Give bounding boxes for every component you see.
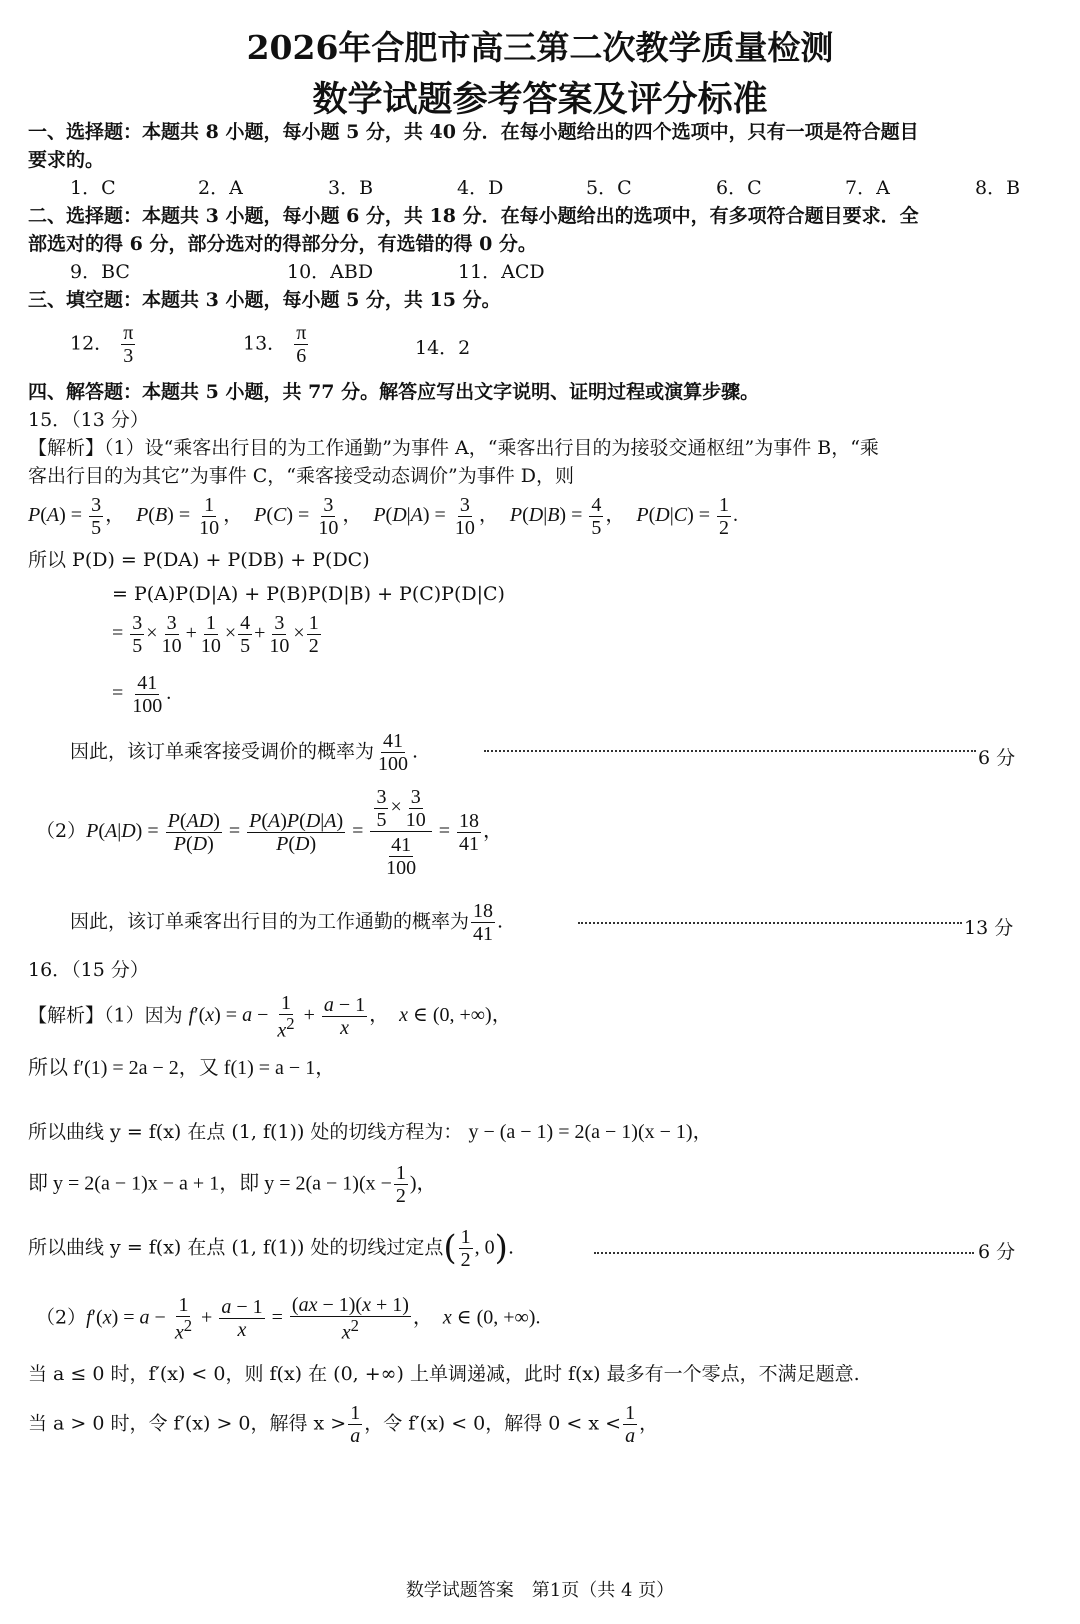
- answer-14: 14．2: [415, 337, 471, 359]
- answer-13-label: 13．: [243, 332, 287, 355]
- question-15-heading: 15．（13 分）: [28, 409, 149, 431]
- q16-score-leader-1: [594, 1242, 974, 1254]
- q16-part-2-derivative: （2）f′(x) = a − $\frac{1}{x^2}$ + $\frac{a - 1}{x}$ = $\frac{(ax - 1)(x + 1)}{x^2}$ ， x ∈ (0, +∞).: [36, 1294, 541, 1344]
- q15-solution-line-1: 【解析】（1）设“乘客出行目的为工作通勤”为事件 A，“乘客出行目的为接驳交通枢纽”为事件 B，“乘: [28, 437, 879, 459]
- q16-case-a-nonpositive: 当 a ≤ 0 时，f′(x) < 0，则 f(x) 在 (0, +∞) 上单调递减，此时 f(x) 最多有一个零点，不满足题意.: [28, 1363, 860, 1385]
- q15-score-2: 13 分: [964, 917, 1014, 939]
- q16-tangent-simplified: 即 y = 2(a − 1)x − a + 1，即 y = 2(a − 1)(x − $\frac{1}{2}$ )，: [28, 1162, 437, 1207]
- answer-5: 5．C: [586, 177, 632, 199]
- section-3-heading: 三、填空题：本题共 3 小题，每小题 5 分，共 15 分。: [28, 289, 501, 311]
- section-1-heading-cont: 要求的。: [28, 149, 105, 171]
- q15-solution-line-2: 客出行目的为其它”为事件 C，“乘客接受动态调价”为事件 D，则: [28, 465, 574, 487]
- section-2-heading-cont: 部选对的得 6 分，部分选对的得部分分，有选错的得 0 分。: [28, 233, 537, 255]
- answer-13-fraction: $\frac{\pi}{6}$: [296, 322, 307, 367]
- section-4-heading: 四、解答题：本题共 5 小题，共 77 分。解答应写出文字说明、证明过程或演算步骤。: [28, 381, 760, 403]
- q16-derivative-at-1: 所以 f′(1) = 2a − 2，又 f(1) = a − 1，: [28, 1057, 336, 1079]
- answer-13: [243, 322, 310, 367]
- q15-probabilities: P(A) = $\frac{3}{5}$ ， P(B) = $\frac{1}{10}$ ， P(C) = $\frac{3}{10}$ ， P(D|A) = $\frac{3}{10}$ ， P(D|B) = $\frac{4}{5}$ ， P(D|C) = $\frac{1}{2}$ .: [28, 494, 739, 539]
- answer-7: 7．A: [845, 177, 890, 199]
- section-2-heading: 二、选择题：本题共 3 小题，每小题 6 分，共 18 分．在每小题给出的选项中，有多项符合题目要求．全: [28, 205, 919, 227]
- q15-score-leader-2: [578, 912, 962, 924]
- answer-9: 9．BC: [70, 261, 130, 283]
- q15-part-2-formula: （2）P(A|D) = $\frac{P(AD)}{P(D)}$ = $\frac{P(A)P(D|A)}{P(D)}$ = $\frac{3}{5}$ × $\frac{3}{10}$ $\frac{41}{100}$ = $\frac{18}{41}$ ，: [36, 786, 504, 879]
- q16-fixed-point: 所以曲线 y = f(x) 在点 (1, f(1)) 处的切线过定点( $\frac{1}{2}$ , 0).: [28, 1226, 514, 1271]
- q15-score-leader-1: [484, 740, 976, 752]
- document-subtitle: 数学试题参考答案及评分标准: [312, 79, 768, 120]
- answer-4: 4．D: [457, 177, 504, 199]
- q15-total-probability-expand: = P(A)P(D|A) + P(B)P(D|B) + P(C)P(D|C): [112, 583, 505, 605]
- q16-derivative: 【解析】（1）因为 f′(x) = a − $\frac{1}{x^2}$ + $\frac{a - 1}{x}$ ， x ∈ (0, +∞)，: [28, 992, 512, 1042]
- q15-conclusion-1: 因此，该订单乘客接受调价的概率为 $\frac{41}{100}$ .: [70, 730, 419, 775]
- answer-12-fraction: $\frac{\pi}{3}$: [123, 322, 134, 367]
- answer-12-label: 12．: [70, 332, 114, 355]
- q16-case-a-positive: 当 a > 0 时，令 f′(x) > 0，解得 x > $\frac{1}{a}$ ，令 f′(x) < 0，解得 0 < x < $\frac{1}{a}$ ，: [28, 1402, 659, 1447]
- q15-score-1: 6 分: [978, 747, 1016, 769]
- answer-11: 11．ACD: [458, 261, 545, 283]
- answer-8: 8．B: [975, 177, 1021, 199]
- answer-10: 10．ABD: [287, 261, 374, 283]
- q16-tangent-line: 所以曲线 y = f(x) 在点 (1, f(1)) 处的切线方程为： y − (a − 1) = 2(a − 1)(x − 1)，: [28, 1121, 713, 1143]
- answer-2: 2．A: [198, 177, 243, 199]
- section-1-heading: 一、选择题：本题共 8 小题，每小题 5 分，共 40 分．在每小题给出的四个选项中，只有一项是符合题目: [28, 121, 919, 143]
- document-title: 2026年合肥市高三第二次教学质量检测: [246, 28, 834, 67]
- page-footer: 数学试题答案 第1页（共 4 页）: [405, 1580, 675, 1601]
- answer-3: 3．B: [328, 177, 374, 199]
- answer-12: [70, 322, 137, 367]
- q15-conclusion-2: 因此，该订单乘客出行目的为工作通勤的概率为 $\frac{18}{41}$ .: [70, 900, 504, 945]
- q16-score-1: 6 分: [978, 1241, 1016, 1263]
- answer-6: 6．C: [716, 177, 762, 199]
- q15-total-probability-values: = $\frac{3}{5}$ × $\frac{3}{10}$ + $\frac{1}{10}$ × $\frac{4}{5}$ + $\frac{3}{10}$ × $\frac{1}{2}$: [112, 612, 319, 657]
- q15-total-probability-result: = $\frac{41}{100}$ .: [112, 672, 172, 717]
- question-16-heading: 16．（15 分）: [28, 959, 149, 981]
- q15-total-probability: 所以 P(D) = P(DA) + P(DB) + P(DC): [28, 549, 370, 571]
- answer-1: 1．C: [70, 177, 116, 199]
